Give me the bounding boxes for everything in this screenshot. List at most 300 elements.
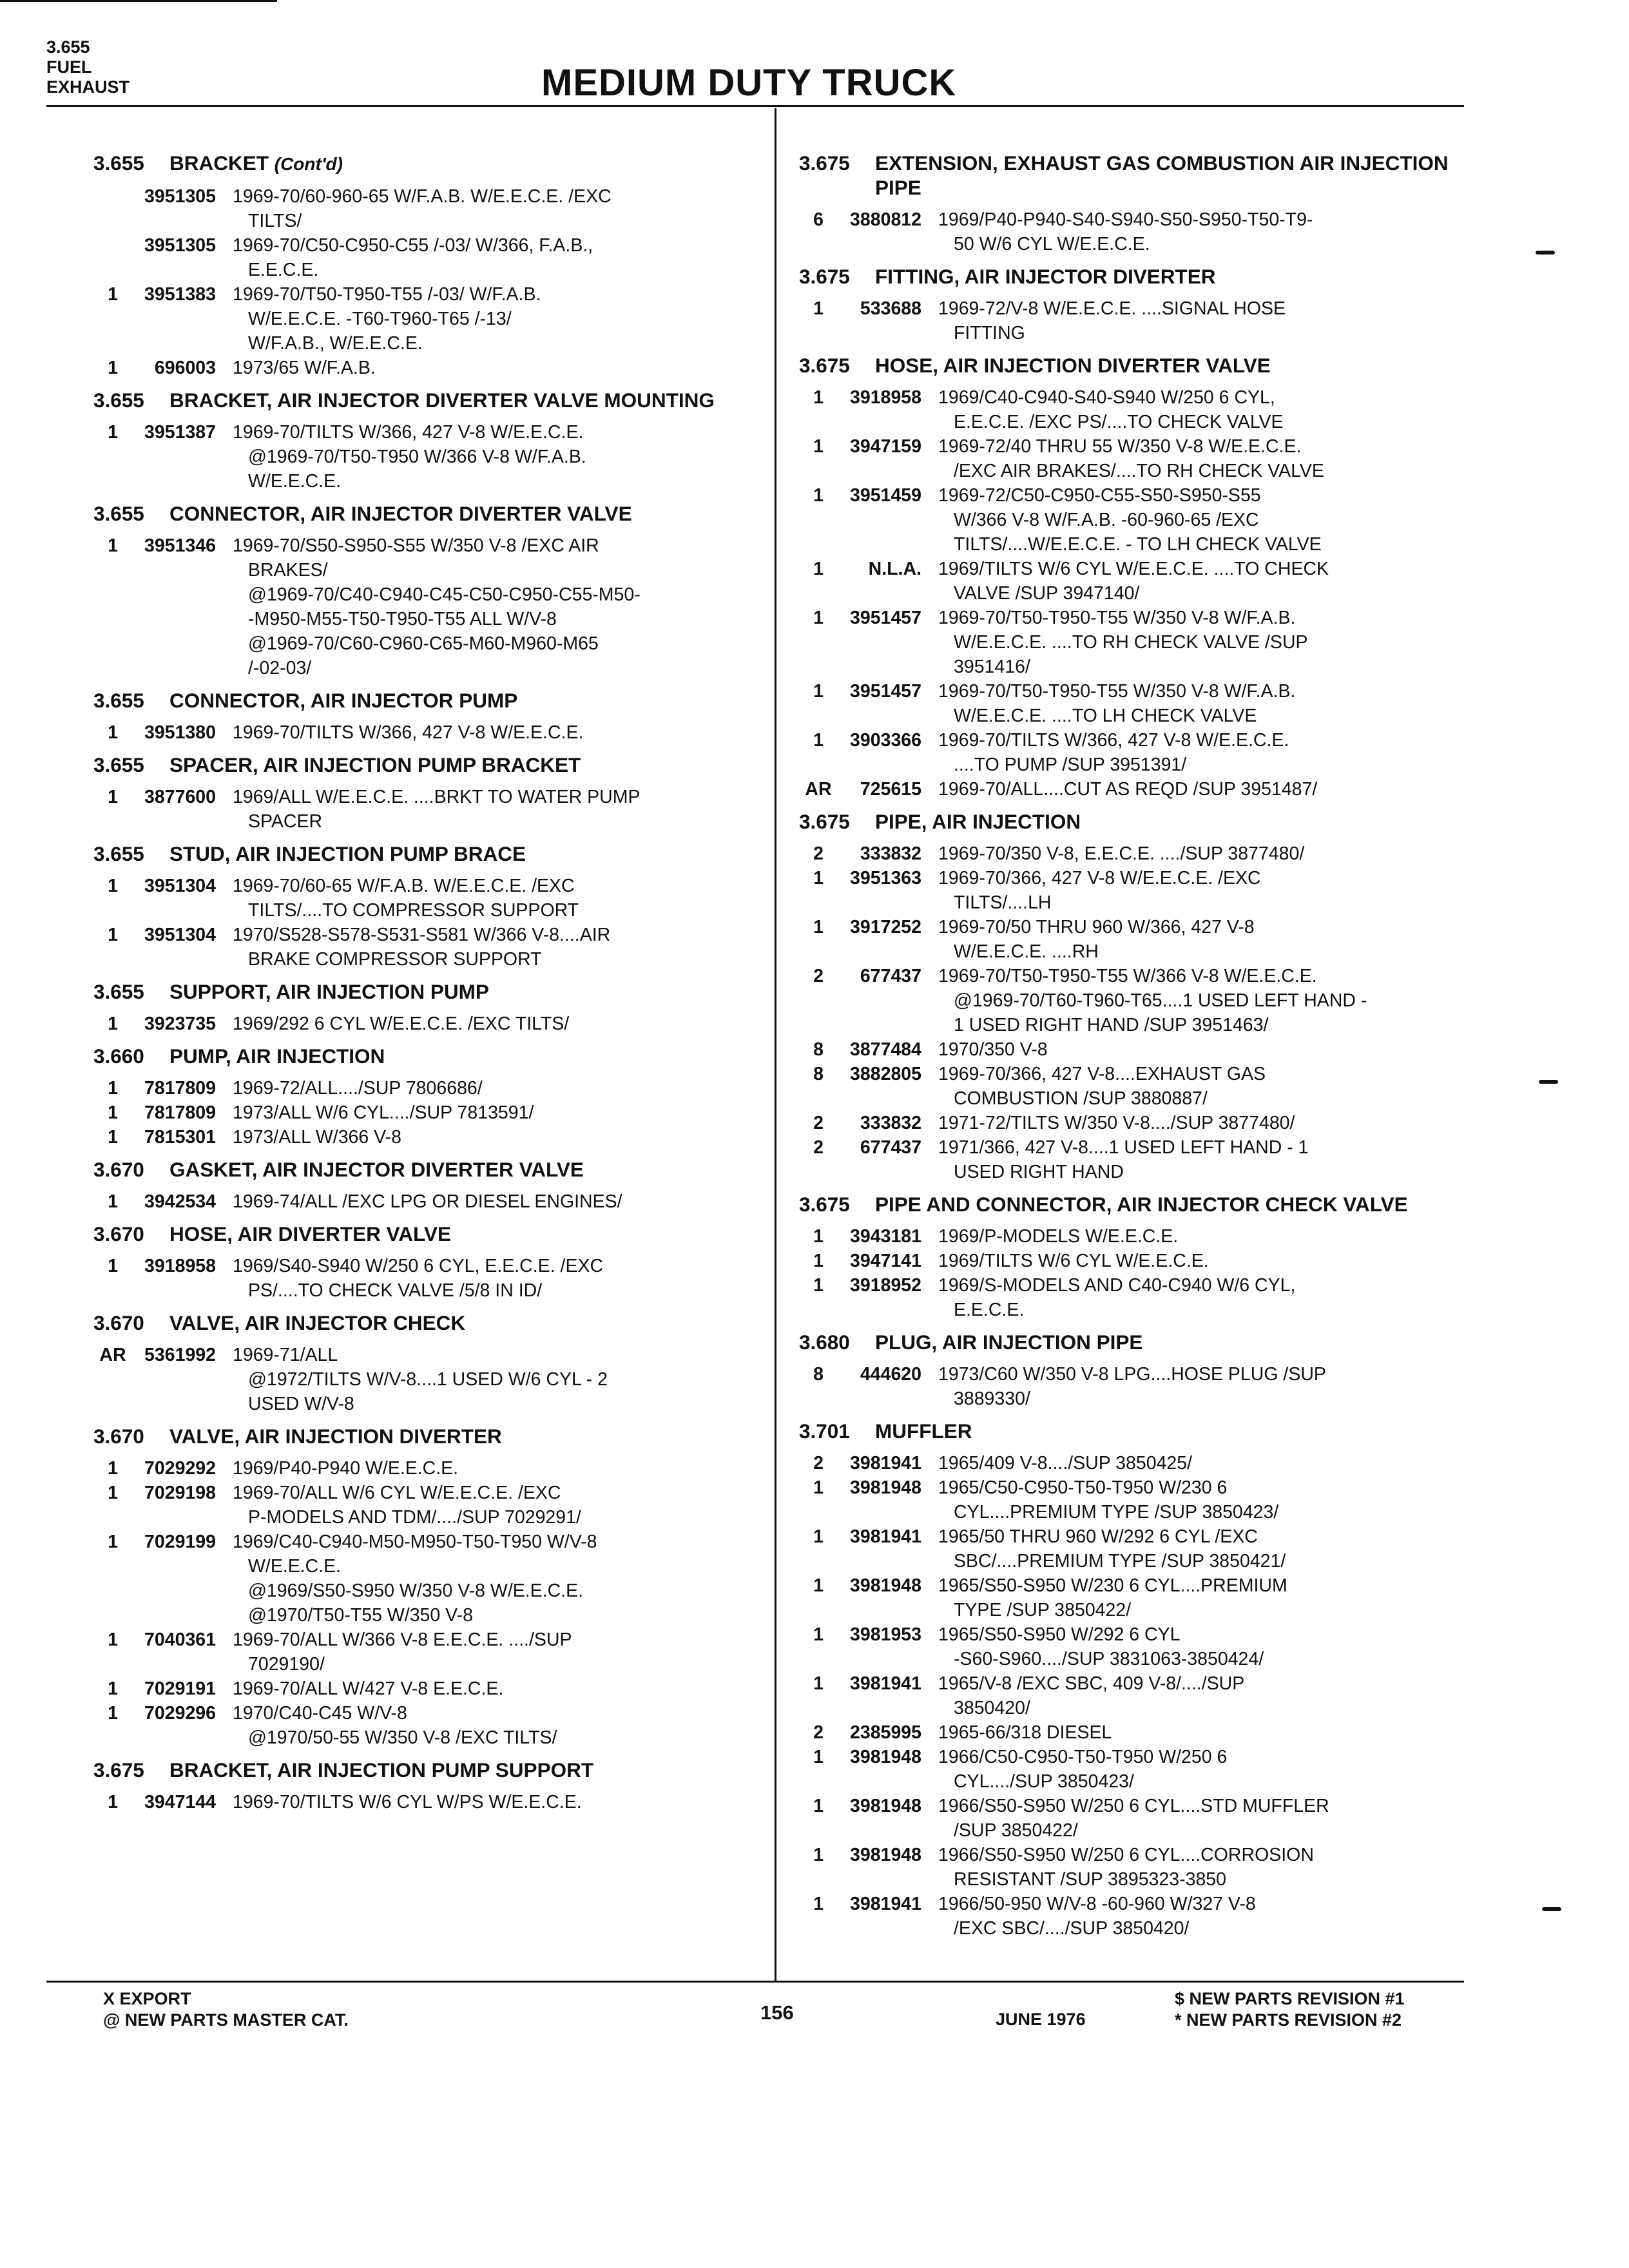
part-description [938, 915, 1463, 964]
description-line: 1969-70/50 THRU 960 W/366, 427 V-8 [938, 917, 1255, 937]
part-number: 3947141 [850, 1251, 921, 1271]
part-number: 3951380 [144, 722, 216, 743]
part-number: 3981953 [850, 1624, 921, 1645]
description-line: /-02-03/ [248, 658, 312, 678]
quantity: 1 [108, 722, 118, 743]
section-title: BRACKET [169, 151, 269, 175]
part-description [938, 434, 1463, 483]
quantity: 1 [813, 1275, 824, 1296]
quantity: 1 [108, 1532, 118, 1552]
description-line: 1969-72/C50-C950-C55-S50-S950-S55 [938, 485, 1261, 506]
part-description [938, 606, 1463, 679]
part-entry [799, 1720, 1463, 1745]
quantity: 1 [813, 1747, 824, 1767]
section-title: PIPE, AIR INJECTION [875, 810, 1081, 833]
section-code: 3.655 [93, 502, 144, 525]
description-line: 1969-71/ALL [233, 1345, 338, 1365]
description-line: 1973/C60 W/350 V-8 LPG....HOSE PLUG /SUP [938, 1364, 1326, 1385]
part-entry [799, 1843, 1463, 1892]
part-description [938, 1111, 1463, 1135]
part-number: 7029198 [144, 1483, 216, 1503]
part-number: 696003 [154, 358, 216, 378]
description-line: 1969-70/366, 427 V-8....EXHAUST GAS [938, 1064, 1266, 1084]
description-line: 1966/C50-C950-T50-T950 W/250 6 [938, 1747, 1228, 1767]
description-line: USED RIGHT HAND [954, 1162, 1124, 1182]
section-heading [93, 979, 764, 1004]
description-line: E.E.C.E. [954, 1300, 1025, 1320]
section-title-wrap [875, 151, 1463, 200]
section-heading [93, 1044, 764, 1068]
revision-note-1: $ NEW PARTS REVISION #1 [1175, 1989, 1405, 2008]
description-line: 1965/409 V-8..../SUP 3850425/ [938, 1453, 1193, 1474]
quantity: 1 [813, 1796, 824, 1816]
section-heading [799, 1330, 1463, 1354]
section-title-wrap [875, 353, 1463, 378]
master-note: @ NEW PARTS MASTER CAT. [103, 2010, 349, 2030]
quantity: 1 [108, 1458, 118, 1479]
part-entry [799, 1224, 1463, 1249]
section-heading [799, 151, 1463, 200]
section-title-wrap [169, 688, 764, 713]
part-number: 3918958 [144, 1256, 216, 1276]
description-line: 1973/ALL W/366 V-8 [233, 1127, 401, 1148]
part-number: 3951383 [144, 284, 216, 305]
part-description [938, 1720, 1463, 1745]
quantity: 1 [108, 1191, 118, 1212]
part-number: 3981948 [850, 1575, 921, 1596]
description-line: 1969-70/60-65 W/F.A.B. W/E.E.C.E. /EXC [233, 876, 575, 896]
part-number: 7040361 [144, 1629, 216, 1650]
section-title-wrap [169, 979, 764, 1004]
description-line: 3889330/ [954, 1389, 1030, 1409]
footer-legend-right [1175, 1988, 1405, 2031]
part-number: 677437 [860, 966, 921, 986]
part-entry [799, 1451, 1463, 1475]
quantity: 1 [108, 1678, 118, 1699]
quantity: 1 [813, 608, 824, 628]
part-number: 3951387 [144, 422, 216, 443]
part-number: 3947159 [850, 436, 921, 457]
quantity: 8 [813, 1039, 824, 1060]
description-line: 1969-70/C50-C950-C55 /-03/ W/366, F.A.B., [233, 235, 593, 256]
part-number: 3951457 [850, 608, 921, 628]
section-title: STUD, AIR INJECTION PUMP BRACE [169, 842, 526, 865]
part-description [233, 420, 764, 494]
part-description [938, 1843, 1463, 1892]
section-heading [93, 1157, 764, 1182]
part-description [233, 1677, 764, 1701]
part-description [233, 720, 764, 745]
description-line: @1969-70/C40-C940-C45-C50-C950-C55-M50- [248, 584, 641, 605]
description-line: RESISTANT /SUP 3895323-3850 [954, 1869, 1226, 1890]
quantity: 1 [813, 1226, 824, 1247]
part-description [938, 1524, 1463, 1573]
section-code: 3.675 [799, 354, 850, 377]
part-entry [799, 777, 1463, 802]
description-line: VALVE /SUP 3947140/ [954, 583, 1140, 604]
description-line: 1965/50 THRU 960 W/292 6 CYL /EXC [938, 1526, 1258, 1547]
quantity: 2 [813, 1453, 824, 1474]
part-description [233, 923, 764, 972]
section-title-wrap [169, 1157, 764, 1182]
section-heading [799, 809, 1463, 834]
part-description [938, 385, 1463, 434]
description-line: 1969-70/TILTS W/366, 427 V-8 W/E.E.C.E. [233, 722, 584, 743]
part-number: 7029191 [144, 1678, 216, 1699]
part-number: 7029199 [144, 1532, 216, 1552]
quantity: 1 [813, 1894, 824, 1914]
section-heading [93, 1311, 764, 1335]
part-description [233, 874, 764, 923]
part-description [233, 1530, 764, 1628]
part-number: 3951363 [850, 868, 921, 889]
quantity: 1 [108, 925, 118, 945]
part-number: 333832 [860, 843, 921, 864]
part-number: 5361992 [144, 1345, 216, 1365]
part-number: 3951457 [850, 681, 921, 702]
part-number: 3942534 [144, 1191, 216, 1212]
part-entry [93, 1530, 764, 1628]
quantity: 8 [813, 1364, 824, 1385]
part-description [233, 233, 764, 282]
quantity: 1 [108, 422, 118, 443]
quantity: 8 [813, 1064, 824, 1084]
part-description [938, 728, 1463, 777]
part-description [938, 1273, 1463, 1322]
part-entry [799, 434, 1463, 483]
quantity: 2 [813, 966, 824, 986]
part-entry [799, 1622, 1463, 1671]
section-title: GASKET, AIR INJECTOR DIVERTER VALVE [169, 1158, 584, 1181]
column-divider [775, 108, 776, 1981]
quantity: 1 [108, 1256, 118, 1276]
description-line: CYL..../SUP 3850423/ [954, 1771, 1134, 1792]
category-fuel: FUEL [46, 57, 92, 77]
description-line: TILTS/ [248, 211, 302, 231]
section-code: 3.675 [799, 151, 850, 175]
part-entry [93, 233, 764, 282]
part-number: 7817809 [144, 1102, 216, 1123]
quantity: 1 [813, 1575, 824, 1596]
section-title: PIPE AND CONNECTOR, AIR INJECTOR CHECK VALVE [875, 1193, 1408, 1216]
quantity: 1 [813, 868, 824, 889]
part-entry [799, 1111, 1463, 1135]
part-entry [93, 1481, 764, 1530]
quantity: 1 [813, 1251, 824, 1271]
part-number: 2385995 [850, 1722, 921, 1743]
part-entry [799, 1062, 1463, 1111]
description-line: 1969-70/350 V-8, E.E.C.E. ..../SUP 3877480/ [938, 843, 1305, 864]
part-entry [799, 385, 1463, 434]
section-title-wrap [169, 753, 764, 777]
section-title: PLUG, AIR INJECTION PIPE [875, 1331, 1143, 1354]
part-description [938, 1794, 1463, 1843]
part-description [233, 1701, 764, 1750]
section-heading [93, 1758, 764, 1782]
section-code: 3.655 [93, 753, 144, 776]
part-entry [93, 356, 764, 380]
part-description [233, 1254, 764, 1303]
quantity: 1 [108, 284, 118, 305]
description-line: W/366 V-8 W/F.A.B. -60-960-65 /EXC [954, 510, 1259, 530]
description-line: W/E.E.C.E. -T60-T960-T65 /-13/ [248, 309, 512, 329]
section-title-wrap [169, 1311, 764, 1335]
description-line: SBC/....PREMIUM TYPE /SUP 3850421/ [954, 1551, 1286, 1571]
description-line: W/E.E.C.E. ....RH [954, 941, 1099, 962]
part-entry [799, 1475, 1463, 1524]
quantity: 6 [813, 209, 824, 230]
description-line: @1970/50-55 W/350 V-8 /EXC TILTS/ [248, 1727, 557, 1748]
part-entry [93, 1189, 764, 1214]
part-number: 3877484 [850, 1039, 921, 1060]
section-title-wrap [875, 264, 1463, 289]
part-number: 3918952 [850, 1275, 921, 1296]
section-heading [799, 1419, 1463, 1443]
section-heading [93, 841, 764, 866]
part-number: 3981948 [850, 1845, 921, 1865]
section-title: EXTENSION, EXHAUST GAS COMBUSTION AIR INJECTION PIPE [875, 151, 1449, 199]
part-entry [93, 1343, 764, 1416]
part-description [938, 1622, 1463, 1671]
section-title: MUFFLER [875, 1419, 972, 1443]
part-entry [799, 1037, 1463, 1062]
section-code: 3.701 [799, 1419, 850, 1443]
section-code: 3.655 [93, 151, 144, 175]
quantity: 1 [108, 1127, 118, 1148]
description-line: @1969-70/T50-T950 W/366 V-8 W/F.A.B. [248, 447, 586, 467]
description-line: 1969-70/T50-T950-T55 W/366 V-8 W/E.E.C.E. [938, 966, 1317, 986]
description-line: E.E.C.E. [248, 260, 319, 280]
description-line: W/F.A.B., W/E.E.C.E. [248, 333, 423, 354]
part-entry [93, 533, 764, 680]
description-line: /SUP 3850422/ [954, 1820, 1078, 1841]
part-entry [799, 483, 1463, 557]
part-entry [93, 184, 764, 233]
quantity: 1 [813, 1845, 824, 1865]
category-exhaust: EXHAUST [46, 77, 130, 97]
quantity: 1 [813, 917, 824, 937]
section-title: SUPPORT, AIR INJECTION PUMP [169, 980, 489, 1003]
description-line: 1966/50-950 W/V-8 -60-960 W/327 V-8 [938, 1894, 1256, 1914]
part-description [938, 1062, 1463, 1111]
description-line: 1965/S50-S950 W/292 6 CYL [938, 1624, 1181, 1645]
revision-marker [1539, 1080, 1558, 1084]
page-number: 156 [760, 2001, 794, 2024]
section-title: VALVE, AIR INJECTION DIVERTER [169, 1425, 502, 1448]
section-title-wrap [169, 841, 764, 866]
description-line: 1969-70/ALL W/6 CYL W/E.E.C.E. /EXC [233, 1483, 561, 1503]
description-line: W/E.E.C.E. ....TO RH CHECK VALVE /SUP [954, 632, 1308, 653]
part-entry [799, 207, 1463, 256]
title-rule [46, 105, 1464, 107]
description-line: 1971-72/TILTS W/350 V-8..../SUP 3877480/ [938, 1113, 1295, 1133]
part-entry [93, 1677, 764, 1701]
section-heading [93, 688, 764, 713]
section-code: 3.670 [93, 1222, 144, 1245]
section-title-wrap [875, 1192, 1463, 1216]
description-line: @1969-70/T60-T960-T65....1 USED LEFT HAND - [954, 990, 1367, 1011]
description-line: 1973/65 W/F.A.B. [233, 358, 376, 378]
part-entry [799, 1249, 1463, 1273]
section-heading [799, 353, 1463, 378]
section-heading [799, 264, 1463, 289]
part-description [938, 1892, 1463, 1941]
description-line: 1969/P40-P940-S40-S940-S50-S950-T50-T9- [938, 209, 1313, 230]
part-number: 3951346 [144, 535, 216, 556]
description-line: 1965/V-8 /EXC SBC, 409 V-8/..../SUP [938, 1673, 1245, 1694]
description-line: 1969-72/ALL..../SUP 7806686/ [233, 1078, 483, 1099]
description-line: /EXC AIR BRAKES/....TO RH CHECK VALVE [954, 461, 1324, 481]
revision-note-2: * NEW PARTS REVISION #2 [1175, 2010, 1402, 2030]
part-entry [93, 1100, 764, 1125]
part-number: 3947144 [144, 1792, 216, 1812]
section-heading [93, 1424, 764, 1448]
description-line: USED W/V-8 [248, 1394, 354, 1414]
section-title-wrap [169, 501, 764, 526]
part-number: 3943181 [850, 1226, 921, 1247]
part-entry [93, 420, 764, 494]
section-title: HOSE, AIR DIVERTER VALVE [169, 1222, 451, 1245]
section-heading [93, 753, 764, 777]
section-code: 3.670 [93, 1158, 144, 1181]
part-entry [799, 1573, 1463, 1622]
description-line: 1969/TILTS W/6 CYL W/E.E.C.E. [938, 1251, 1209, 1271]
part-description [938, 1224, 1463, 1249]
section-heading [93, 388, 764, 412]
part-description [233, 533, 764, 680]
part-entry [799, 1745, 1463, 1794]
section-title: VALVE, AIR INJECTOR CHECK [169, 1311, 466, 1334]
section-title-wrap [875, 1419, 1463, 1443]
part-description [938, 777, 1463, 802]
part-description [233, 356, 764, 380]
part-description [938, 1249, 1463, 1273]
description-line: 1969-70/T50-T950-T55 W/350 V-8 W/F.A.B. [938, 608, 1296, 628]
part-description [938, 866, 1463, 915]
section-code: 3.675 [93, 1758, 144, 1782]
quantity: 1 [108, 787, 118, 807]
section-code: 3.680 [799, 1331, 850, 1354]
part-description [233, 1189, 764, 1214]
quantity: 1 [108, 1078, 118, 1099]
part-number: 3951305 [144, 235, 216, 256]
description-line: 1969/TILTS W/6 CYL W/E.E.C.E. ....TO CHECK [938, 559, 1329, 579]
section-title-wrap [169, 388, 764, 412]
part-entry [93, 785, 764, 834]
part-description [233, 184, 764, 233]
description-line: PS/....TO CHECK VALVE /5/8 IN ID/ [248, 1280, 543, 1301]
quantity: 2 [813, 1137, 824, 1158]
part-entry [799, 1362, 1463, 1411]
quantity: 2 [813, 843, 824, 864]
section-title-wrap [875, 1330, 1463, 1354]
part-number: 7029292 [144, 1458, 216, 1479]
section-title: HOSE, AIR INJECTION DIVERTER VALVE [875, 354, 1271, 377]
description-line: 1969/S-MODELS AND C40-C940 W/6 CYL, [938, 1275, 1296, 1296]
description-line: 3850420/ [954, 1698, 1030, 1718]
part-entry [93, 923, 764, 972]
section-title-wrap [169, 1222, 764, 1246]
part-entry [93, 1254, 764, 1303]
quantity: 1 [813, 1624, 824, 1645]
part-number: 7815301 [144, 1127, 216, 1148]
part-description [233, 1125, 764, 1149]
description-line: 1969/C40-C940-S40-S940 W/250 6 CYL, [938, 387, 1275, 408]
section-number: 3.655 [46, 37, 90, 57]
footer-rule [46, 1981, 1464, 1983]
description-line: 50 W/6 CYL W/E.E.C.E. [954, 234, 1150, 255]
part-entry [799, 728, 1463, 777]
description-line: 1 USED RIGHT HAND /SUP 3951463/ [954, 1015, 1269, 1035]
part-description [938, 1573, 1463, 1622]
description-line: 1969-70/60-960-65 W/F.A.B. W/E.E.C.E. /EXC [233, 186, 612, 207]
part-entry [799, 1524, 1463, 1573]
part-description [233, 785, 764, 834]
description-line: CYL....PREMIUM TYPE /SUP 3850423/ [954, 1502, 1279, 1523]
description-line: 1969-70/ALL W/427 V-8 E.E.C.E. [233, 1678, 504, 1699]
description-line: 1969/ALL W/E.E.C.E. ....BRKT TO WATER PUMP [233, 787, 641, 807]
part-description [938, 207, 1463, 256]
part-entry [799, 679, 1463, 728]
description-line: 1971/366, 427 V-8....1 USED LEFT HAND - 1 [938, 1137, 1309, 1158]
description-line: TILTS/....TO COMPRESSOR SUPPORT [248, 900, 579, 921]
part-number: 3903366 [850, 730, 921, 751]
part-number: 3951304 [144, 925, 216, 945]
part-description [938, 1745, 1463, 1794]
part-number: 3981948 [850, 1747, 921, 1767]
description-line: E.E.C.E. /EXC PS/....TO CHECK VALVE [954, 412, 1284, 432]
description-line: FITTING [954, 323, 1025, 343]
description-line: 1970/C40-C45 W/V-8 [233, 1703, 407, 1724]
part-number: 725615 [860, 779, 921, 800]
description-line: SPACER [248, 811, 323, 832]
quantity: 1 [813, 1673, 824, 1694]
description-line: 1969-70/TILTS W/366, 427 V-8 W/E.E.C.E. [233, 422, 584, 443]
section-title-wrap [169, 1758, 764, 1782]
quantity: 1 [108, 1014, 118, 1034]
section-code: 3.675 [799, 810, 850, 833]
description-line: 1969-70/TILTS W/366, 427 V-8 W/E.E.C.E. [938, 730, 1289, 751]
section-code: 3.655 [93, 389, 144, 412]
description-line: TILTS/....LH [954, 892, 1052, 913]
part-description [938, 1475, 1463, 1524]
part-entry [93, 1012, 764, 1036]
quantity: 1 [108, 1102, 118, 1123]
part-number: 333832 [860, 1113, 921, 1133]
description-line: BRAKES/ [248, 560, 328, 581]
description-line: 1969-70/TILTS W/6 CYL W/PS W/E.E.C.E. [233, 1792, 582, 1812]
section-heading [93, 501, 764, 526]
description-line: 1969-70/ALL W/366 V-8 E.E.C.E. ..../SUP [233, 1629, 572, 1650]
section-code: 3.670 [93, 1311, 144, 1334]
quantity: 1 [813, 298, 824, 319]
description-line: 1969/P-MODELS W/E.E.C.E. [938, 1226, 1179, 1247]
description-line: W/E.E.C.E. [248, 471, 342, 492]
description-line: 1965-66/318 DIESEL [938, 1722, 1112, 1743]
part-description [233, 282, 764, 356]
part-description [233, 1100, 764, 1125]
section-title-wrap [169, 1424, 764, 1448]
quantity: 2 [813, 1113, 824, 1133]
part-description [938, 1135, 1463, 1184]
description-line: 1969-70/T50-T950-T55 /-03/ W/F.A.B. [233, 284, 541, 305]
description-line: COMBUSTION /SUP 3880887/ [954, 1088, 1208, 1109]
part-entry [799, 557, 1463, 606]
part-entry [93, 1790, 764, 1814]
section-heading [799, 1192, 1463, 1216]
part-entry [93, 282, 764, 356]
part-entry [799, 1671, 1463, 1720]
